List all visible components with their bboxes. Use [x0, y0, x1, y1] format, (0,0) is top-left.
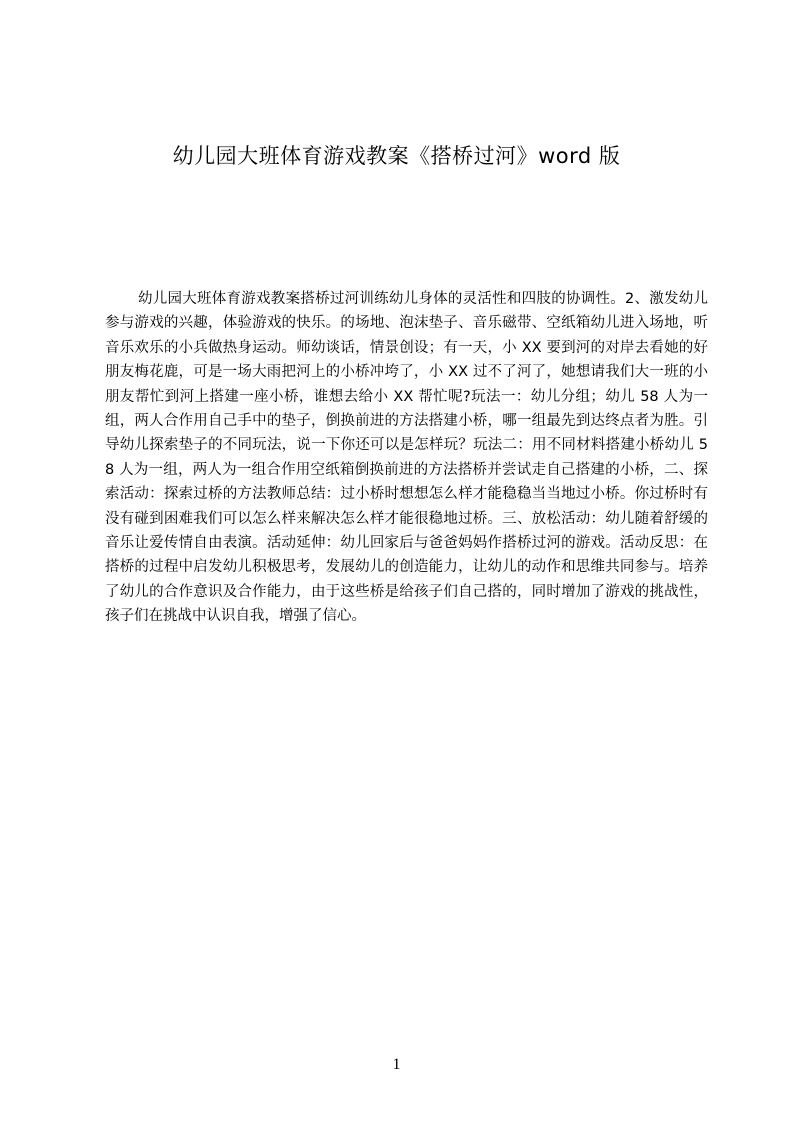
document-body-paragraph: 幼儿园大班体育游戏教案搭桥过河训练幼儿身体的灵活性和四肢的协调性。2、激发幼儿参与游戏的兴趣，体验游戏的快乐。的场地、泡沫垫子、音乐磁带、空纸箱幼儿进入场地，听音乐欢乐的小兵做热身运动。师幼谈话，情景创设；有一天，小 XX 要到河的对岸去看她的好朋友梅花鹿，可是一场大雨把河上的小桥冲垮了，小 XX 过不了河了，她想请我们大一班的小朋友帮忙到河上搭建一座小桥，谁想去给小 XX 帮忙呢?玩法一：幼儿分组；幼儿 58 人为一组，两人合作用自己手中的垫子，倒换前进的方法搭建小桥，哪一组最先到达终点者为胜。引导幼儿探索垫子的不同玩法，说一下你还可以是怎样玩？玩法二：用不同材料搭建小桥幼儿 58 人为一组，两人为一组合作用空纸箱倒换前进的方法搭桥并尝试走自己搭建的小桥，二、探索活动：探索过桥的方法教师总结：过小桥时想想怎么样才能稳稳当当地过小桥。你过桥时有没有碰到困难我们可以怎么样来解决怎么样才能很稳地过桥。三、放松活动：幼儿随着舒缓的音乐让爱传情自由表演。活动延伸：幼儿回家后与爸爸妈妈作搭桥过河的游戏。活动反思：在搭桥的过程中启发幼儿积极思考，发展幼儿的创造能力，让幼儿的动作和思维共同参与。培养了幼儿的合作意识及合作能力，由于这些桥是给孩子们自己搭的，同时增加了游戏的挑战性，孩子们在挑战中认识自我，增强了信心。: [105, 291, 708, 625]
document-title: 幼儿园大班体育游戏教案《搭桥过河》word 版: [172, 144, 621, 168]
page-number: 1: [392, 1056, 401, 1073]
